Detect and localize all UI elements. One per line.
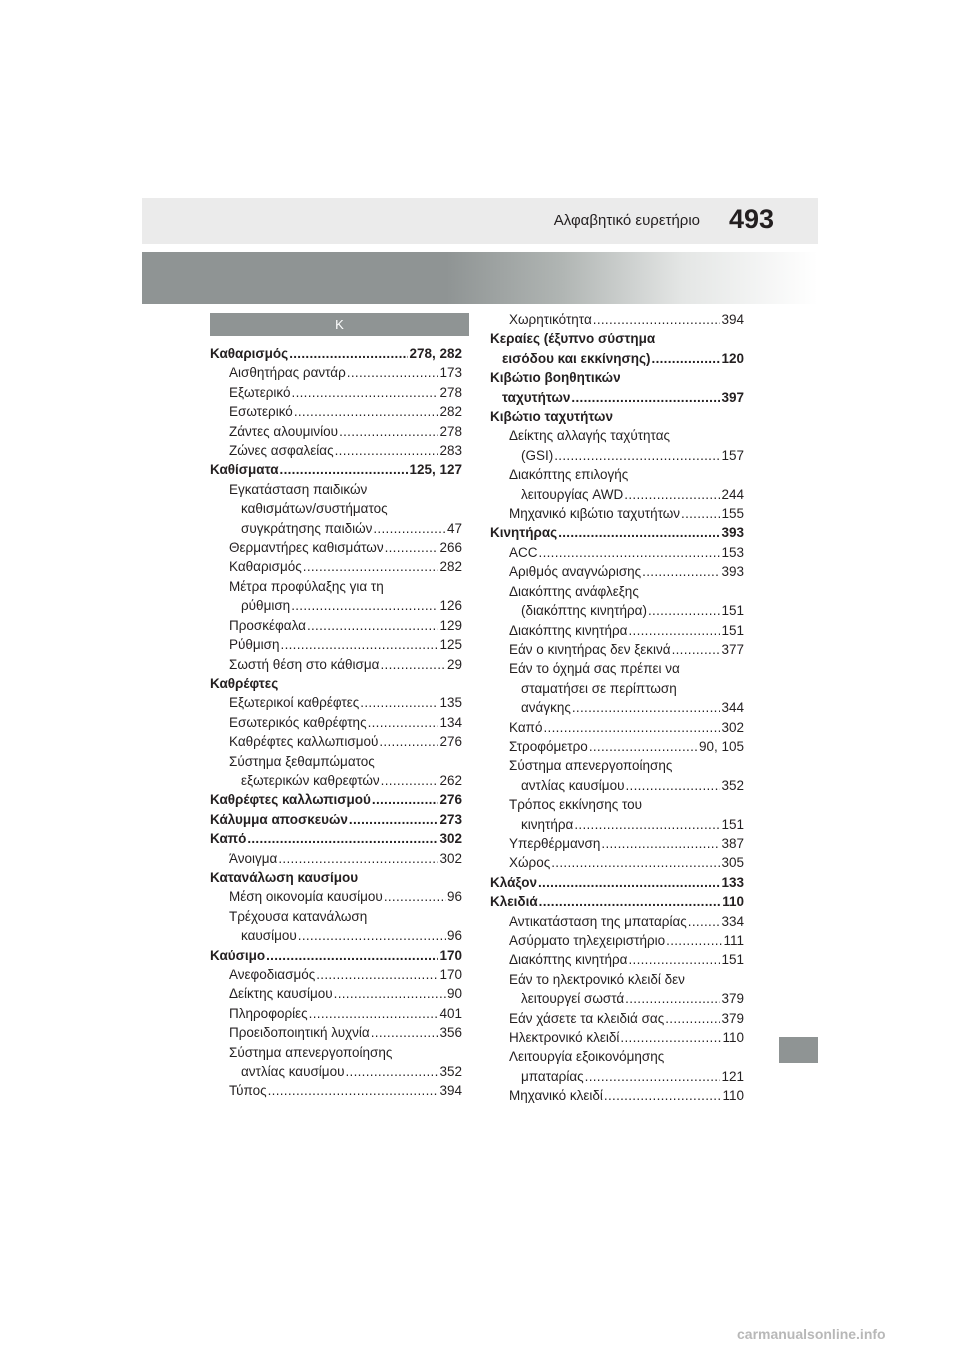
index-entry[interactable]: [210, 752, 462, 771]
dot-leader: [384, 887, 446, 906]
index-entry-term: Λειτουργία εξοικονόμησης: [509, 1049, 665, 1065]
index-entry-term: Προσκέφαλα: [229, 617, 306, 633]
dot-leader: [551, 853, 720, 872]
watermark: carmanualsonline.info: [737, 1326, 886, 1342]
dot-leader: [574, 815, 720, 834]
index-entry[interactable]: [210, 1023, 462, 1042]
index-entry-term: Εάν χάσετε τα κλειδιά σας: [509, 1010, 665, 1026]
dot-leader: [572, 698, 721, 717]
dot-leader: [648, 601, 721, 620]
index-entry-page[interactable]: 155: [721, 506, 744, 522]
index-entry[interactable]: [210, 849, 462, 868]
index-entry-term: Εξωτερικό: [229, 384, 291, 400]
index-entry[interactable]: [210, 810, 462, 829]
dot-leader: [620, 1028, 721, 1047]
index-entry-term: Σύστημα απενεργοποίησης: [229, 1044, 393, 1060]
index-entry-page[interactable]: 125, 127: [409, 462, 462, 478]
index-entry-page[interactable]: 273: [439, 811, 462, 827]
dot-leader: [666, 931, 722, 950]
index-entry-term: Καπό: [509, 719, 543, 735]
index-entry-page[interactable]: 352: [439, 1064, 462, 1080]
section-letter-header: K: [210, 313, 469, 336]
dot-leader: [625, 989, 720, 1008]
index-entry-term: Καπό: [210, 831, 247, 847]
index-entry[interactable]: [490, 950, 744, 969]
index-entry-term: Τρόπος εκκίνησης του: [509, 797, 643, 813]
index-entry-page[interactable]: 379: [721, 991, 744, 1007]
index-column-right: [490, 310, 744, 1106]
index-entry-page[interactable]: 266: [439, 540, 462, 556]
index-entry[interactable]: [210, 1004, 462, 1023]
index-column-left: [210, 344, 462, 1101]
index-entry[interactable]: [210, 965, 462, 984]
index-entry-term: Ανεφοδιασμός: [229, 967, 316, 982]
index-entry[interactable]: [210, 829, 462, 848]
index-entry-term: Ασύρματο τηλεχειριστήριο: [509, 933, 666, 948]
index-entry[interactable]: [490, 1009, 744, 1028]
index-entry[interactable]: [490, 446, 744, 465]
index-entry[interactable]: [490, 368, 744, 387]
index-entry-page[interactable]: 120: [721, 350, 744, 366]
index-entry[interactable]: [490, 718, 744, 737]
index-entry-term: Διακόπτης κινητήρα: [509, 952, 628, 968]
dot-leader: [571, 388, 720, 407]
index-entry-page[interactable]: 393: [721, 525, 744, 541]
dot-leader: [543, 718, 720, 737]
index-entry-term: Μηχανικό κιβώτιο ταχυτήτων: [509, 506, 681, 522]
index-entry-page[interactable]: 47: [446, 520, 462, 536]
index-entry-term: (διακόπτης κινητήρα): [521, 603, 647, 619]
index-entry[interactable]: [490, 329, 744, 348]
index-entry-term: συγκράτησης παιδιών: [241, 520, 373, 536]
index-entry[interactable]: [490, 543, 744, 562]
index-entry-term: Εάν το όχημά σας πρέπει να: [509, 661, 680, 677]
index-entry[interactable]: [210, 596, 462, 615]
dot-leader: [294, 402, 439, 421]
index-entry-term: Εάν το ηλεκτρονικό κλειδί δεν: [509, 971, 685, 987]
dot-leader: [381, 771, 439, 790]
index-entry-page[interactable]: 401: [439, 1005, 462, 1021]
dot-leader: [345, 1062, 438, 1081]
index-entry-term: Καθρέφτες: [210, 675, 279, 691]
dot-leader: [604, 1086, 722, 1105]
index-entry-page[interactable]: 151: [721, 622, 744, 638]
dot-leader: [360, 693, 438, 712]
index-entry[interactable]: [490, 426, 744, 445]
index-entry[interactable]: [210, 538, 462, 557]
index-entry-page[interactable]: 96: [446, 928, 462, 944]
index-entry-page[interactable]: 125: [439, 637, 462, 653]
index-entry[interactable]: [490, 562, 744, 581]
dot-leader: [303, 557, 439, 576]
dot-leader: [628, 621, 720, 640]
index-entry-term: κινητήρα: [521, 816, 574, 832]
index-entry[interactable]: [490, 873, 744, 892]
index-entry-term: ACC: [509, 544, 538, 560]
index-entry[interactable]: [210, 499, 462, 518]
index-entry-term: Διακόπτης επιλογής: [509, 467, 629, 483]
dot-leader: [642, 562, 720, 581]
index-entry-term: Άνοιγμα: [229, 850, 278, 866]
dot-leader: [298, 926, 446, 945]
dot-leader: [385, 538, 439, 557]
index-entry[interactable]: [490, 912, 744, 931]
dot-leader: [280, 460, 409, 479]
index-entry-page[interactable]: 129: [439, 617, 462, 633]
index-entry-page[interactable]: 262: [439, 772, 462, 788]
dot-leader: [247, 829, 438, 848]
index-entry[interactable]: [210, 1043, 462, 1062]
index-entry[interactable]: [210, 519, 462, 538]
index-entry-page[interactable]: 282: [439, 559, 462, 575]
index-entry-page[interactable]: 276: [439, 792, 462, 808]
index-entry-page[interactable]: 394: [439, 1083, 462, 1099]
index-entry[interactable]: [210, 402, 462, 421]
index-entry-term: Διακόπτης ανάφλεξης: [509, 583, 639, 599]
index-entry-term: ταχυτήτων: [502, 389, 571, 405]
index-entry-term: Πληροφορίες: [229, 1005, 308, 1021]
index-entry-term: εισόδου και εκκίνησης): [502, 350, 651, 366]
index-entry-term: Θερμαντήρες καθισμάτων: [229, 540, 384, 556]
index-entry-page[interactable]: 110: [722, 894, 744, 910]
index-entry[interactable]: [210, 363, 462, 382]
index-entry[interactable]: [210, 674, 462, 693]
dot-leader: [373, 519, 446, 538]
index-entry-page[interactable]: 151: [721, 603, 744, 619]
dot-leader: [334, 984, 446, 1003]
index-entry-term: Στροφόμετρο: [509, 738, 588, 754]
index-entry[interactable]: [490, 737, 744, 756]
index-entry-page[interactable]: 302: [439, 831, 462, 847]
index-entry[interactable]: [210, 422, 462, 441]
dot-leader: [379, 732, 438, 751]
dot-leader: [539, 892, 722, 911]
index-entry-page[interactable]: 134: [439, 714, 462, 730]
index-entry-page[interactable]: 173: [439, 365, 462, 381]
index-entry-page[interactable]: 278: [439, 423, 462, 439]
dot-leader: [593, 310, 721, 329]
index-entry[interactable]: [210, 926, 462, 945]
index-entry-term: Μέτρα προφύλαξης για τη: [229, 578, 384, 594]
chapter-side-tab[interactable]: [779, 1037, 818, 1063]
index-entry[interactable]: [490, 465, 744, 484]
dot-leader: [372, 790, 439, 809]
index-entry[interactable]: [210, 693, 462, 712]
index-entry-page[interactable]: 90, 105: [698, 738, 744, 754]
index-entry[interactable]: [210, 557, 462, 576]
index-entry-term: Καθαρισμός: [229, 559, 302, 575]
index-entry[interactable]: [210, 1081, 462, 1100]
index-entry[interactable]: [490, 1086, 744, 1105]
index-entry-page[interactable]: 151: [721, 952, 744, 968]
dot-leader: [347, 363, 439, 382]
dot-leader: [368, 713, 439, 732]
index-entry[interactable]: [490, 523, 744, 542]
index-entry-term: Αντικατάσταση της μπαταρίας: [509, 913, 687, 929]
index-entry[interactable]: [210, 868, 462, 887]
index-entry-term: Κεραίες (έξυπνο σύστημα: [490, 331, 656, 347]
index-entry-page[interactable]: 278, 282: [409, 346, 462, 361]
index-entry-page[interactable]: 170: [439, 947, 462, 963]
index-entry-page[interactable]: 282: [439, 404, 462, 420]
dot-leader: [628, 950, 720, 969]
index-entry[interactable]: [490, 815, 744, 834]
index-entry[interactable]: [490, 601, 744, 620]
index-entry-term: Εσωτερικός καθρέφτης: [229, 714, 367, 730]
index-entry[interactable]: [490, 659, 744, 678]
index-entry-term: Προειδοποιητική λυχνία: [229, 1025, 370, 1041]
index-entry[interactable]: [210, 907, 462, 926]
dot-leader: [268, 1081, 439, 1100]
index-entry[interactable]: [490, 1047, 744, 1066]
index-entry-term: Κάλυμμα αποσκευών: [210, 811, 348, 827]
index-entry-page[interactable]: 302: [721, 719, 744, 735]
index-entry-page[interactable]: 379: [721, 1010, 744, 1026]
page-header: [142, 198, 818, 244]
dot-leader: [349, 810, 439, 829]
index-entry-term: (GSI): [521, 447, 554, 463]
index-entry[interactable]: [210, 344, 462, 363]
index-entry-page[interactable]: 305: [721, 855, 744, 871]
index-entry[interactable]: [490, 1067, 744, 1086]
dot-leader: [681, 504, 720, 523]
index-entry-term: Χώρος: [509, 855, 551, 871]
index-entry-term: Κλάξον: [490, 874, 537, 890]
index-entry-page[interactable]: 96: [446, 889, 462, 905]
index-entry-term: Καθαρισμός: [210, 346, 289, 361]
index-entry-page[interactable]: 394: [721, 312, 744, 327]
index-entry[interactable]: [490, 756, 744, 775]
index-entry-term: Εάν ο κινητήρας δεν ξεκινά: [509, 641, 671, 657]
index-entry-page[interactable]: 153: [721, 544, 744, 560]
index-entry-term: Εξωτερικοί καθρέφτες: [229, 695, 360, 711]
index-entry-term: Τύπος: [229, 1083, 267, 1099]
index-entry[interactable]: [490, 931, 744, 950]
index-entry[interactable]: [490, 989, 744, 1008]
index-entry[interactable]: [210, 1062, 462, 1081]
index-entry-term: καυσίμου: [241, 928, 297, 944]
dot-leader: [585, 1067, 721, 1086]
index-entry[interactable]: [490, 407, 744, 426]
index-entry-term: Ρύθμιση: [229, 637, 280, 653]
index-entry-page[interactable]: 344: [721, 700, 744, 716]
index-entry-term: Εγκατάσταση παιδικών: [229, 481, 368, 497]
index-entry-page[interactable]: 133: [721, 874, 744, 890]
dot-leader: [672, 640, 721, 659]
index-entry[interactable]: [490, 504, 744, 523]
dot-leader: [539, 543, 721, 562]
index-entry-term: Αριθμός αναγνώρισης: [509, 564, 642, 580]
dot-leader: [339, 422, 438, 441]
index-entry-term: Κιβώτιο ταχυτήτων: [490, 409, 613, 425]
index-entry-term: ανάγκης: [521, 700, 571, 716]
index-entry[interactable]: [210, 383, 462, 402]
page-number: 493: [728, 204, 774, 234]
dot-leader: [292, 383, 439, 402]
index-entry[interactable]: [210, 946, 462, 965]
index-entry-page[interactable]: 121: [721, 1068, 744, 1084]
index-entry[interactable]: [490, 349, 744, 368]
index-entry-term: Δείκτης αλλαγής ταχύτητας: [509, 428, 671, 444]
index-entry[interactable]: [210, 655, 462, 674]
index-entry[interactable]: [490, 621, 744, 640]
index-entry-term: Καθρέφτες καλλωπισμού: [210, 792, 371, 808]
index-entry-page[interactable]: 302: [439, 850, 462, 866]
index-entry-term: Σωστή θέση στο κάθισμα: [229, 656, 380, 672]
index-entry[interactable]: [210, 635, 462, 654]
index-entry[interactable]: [210, 460, 462, 479]
index-entry-page[interactable]: 276: [439, 734, 462, 750]
dot-leader: [554, 446, 720, 465]
dot-leader: [291, 596, 438, 615]
index-entry-page[interactable]: 393: [721, 564, 744, 580]
dot-leader: [266, 946, 438, 965]
index-entry[interactable]: [210, 887, 462, 906]
index-entry[interactable]: [210, 984, 462, 1003]
index-entry-term: Σύστημα ξεθαμπώματος: [229, 753, 375, 769]
index-entry[interactable]: [490, 679, 744, 698]
dot-leader: [371, 1023, 439, 1042]
dot-leader: [538, 873, 720, 892]
index-entry[interactable]: [490, 388, 744, 407]
index-entry-page[interactable]: 126: [439, 598, 462, 614]
dot-leader: [625, 776, 720, 795]
index-entry-term: Δείκτης καυσίμου: [229, 986, 333, 1002]
index-entry-term: λειτουργίας AWD: [521, 486, 624, 502]
dot-leader: [652, 349, 721, 368]
index-entry-page[interactable]: 110: [722, 1088, 744, 1104]
index-entry[interactable]: [490, 310, 744, 329]
index-entry-term: καθισμάτων/συστήματος: [241, 501, 388, 517]
index-entry-term: Καθίσματα: [210, 462, 279, 478]
index-entry[interactable]: [490, 582, 744, 601]
index-entry-term: Καθρέφτες καλλωπισμού: [229, 734, 379, 750]
dot-leader: [624, 485, 720, 504]
header-title: Αλφαβητικό ευρετήριο: [553, 212, 700, 229]
index-entry-term: εξωτερικών καθρεφτών: [241, 772, 380, 788]
index-entry-page[interactable]: 110: [722, 1030, 744, 1046]
dot-leader: [335, 441, 439, 460]
index-entry-page[interactable]: 334: [721, 913, 744, 929]
dot-leader: [309, 1004, 439, 1023]
dot-leader: [278, 849, 438, 868]
index-entry-page[interactable]: 90: [446, 986, 462, 1002]
dot-leader: [380, 655, 445, 674]
index-entry-page[interactable]: 278: [439, 384, 462, 400]
index-entry-page[interactable]: 111: [723, 933, 744, 948]
index-entry-page[interactable]: 170: [439, 967, 462, 982]
dot-leader: [281, 635, 439, 654]
index-entry-term: Κινητήρας: [490, 525, 558, 541]
index-entry-term: Μέση οικονομία καυσίμου: [229, 889, 383, 905]
index-entry-term: αντλίας καυσίμου: [241, 1064, 345, 1080]
index-entry[interactable]: [210, 616, 462, 635]
dot-leader: [307, 616, 439, 635]
index-entry[interactable]: [490, 853, 744, 872]
dot-leader: [589, 737, 698, 756]
dot-leader: [289, 344, 408, 363]
index-entry[interactable]: [210, 441, 462, 460]
index-entry-page[interactable]: 397: [721, 389, 744, 405]
index-entry[interactable]: [490, 485, 744, 504]
index-entry-term: Κατανάλωση καυσίμου: [210, 869, 359, 885]
index-entry-term: Καύσιμο: [210, 947, 266, 963]
index-entry[interactable]: [210, 790, 462, 809]
index-entry[interactable]: [490, 892, 744, 911]
index-entry[interactable]: [490, 834, 744, 853]
index-entry-term: Κλειδιά: [490, 894, 538, 910]
index-entry-term: Κιβώτιο βοηθητικών: [490, 370, 621, 386]
index-entry[interactable]: [490, 970, 744, 989]
index-entry-term: ρύθμιση: [241, 598, 291, 614]
index-entry-term: Αισθητήρας ραντάρ: [229, 365, 346, 381]
index-entry-page[interactable]: 387: [721, 835, 744, 851]
index-entry-term: Διακόπτης κινητήρα: [509, 622, 628, 638]
index-entry[interactable]: [490, 776, 744, 795]
index-entry-term: Σύστημα απενεργοποίησης: [509, 758, 673, 774]
decorative-band: [142, 252, 818, 304]
index-entry-page[interactable]: 283: [439, 443, 462, 459]
index-entry-term: Ζώνες ασφαλείας: [229, 443, 334, 459]
index-entry-page[interactable]: 135: [439, 695, 462, 711]
index-entry-term: Υπερθέρμανση: [509, 835, 601, 851]
index-entry-term: Μηχανικό κλειδί: [509, 1088, 603, 1104]
index-entry-term: λειτουργεί σωστά: [521, 991, 625, 1007]
index-entry-page[interactable]: 151: [721, 816, 744, 832]
index-entry[interactable]: [210, 771, 462, 790]
index-entry-term: μπαταρίας: [521, 1068, 584, 1084]
index-entry-term: Εσωτερικό: [229, 404, 293, 420]
dot-leader: [688, 912, 721, 931]
index-entry-term: Χωρητικότητα: [509, 312, 592, 327]
dot-leader: [665, 1009, 720, 1028]
index-entry[interactable]: [210, 480, 462, 499]
index-entry-page[interactable]: 29: [446, 656, 462, 672]
index-entry-page[interactable]: 244: [721, 486, 744, 502]
index-entry-term: αντλίας καυσίμου: [521, 777, 625, 793]
index-entry-term: σταματήσει σε περίπτωση: [521, 680, 677, 696]
index-entry-term: Ζάντες αλουμινίου: [229, 423, 339, 439]
dot-leader: [601, 834, 720, 853]
index-entry-page[interactable]: 352: [721, 777, 744, 793]
index-entry[interactable]: [490, 1028, 744, 1047]
dot-leader: [316, 965, 438, 984]
index-entry[interactable]: [490, 698, 744, 717]
dot-leader: [558, 523, 720, 542]
index-entry[interactable]: [210, 577, 462, 596]
index-entry-page[interactable]: 377: [721, 641, 744, 657]
index-entry[interactable]: [490, 640, 744, 659]
index-entry-page[interactable]: 157: [721, 447, 744, 463]
index-entry[interactable]: [210, 713, 462, 732]
index-entry-term: Τρέχουσα κατανάλωση: [229, 908, 368, 924]
index-entry[interactable]: [210, 732, 462, 751]
index-entry-page[interactable]: 356: [439, 1025, 462, 1041]
index-entry-term: Ηλεκτρονικό κλειδί: [509, 1030, 620, 1046]
index-entry[interactable]: [490, 795, 744, 814]
